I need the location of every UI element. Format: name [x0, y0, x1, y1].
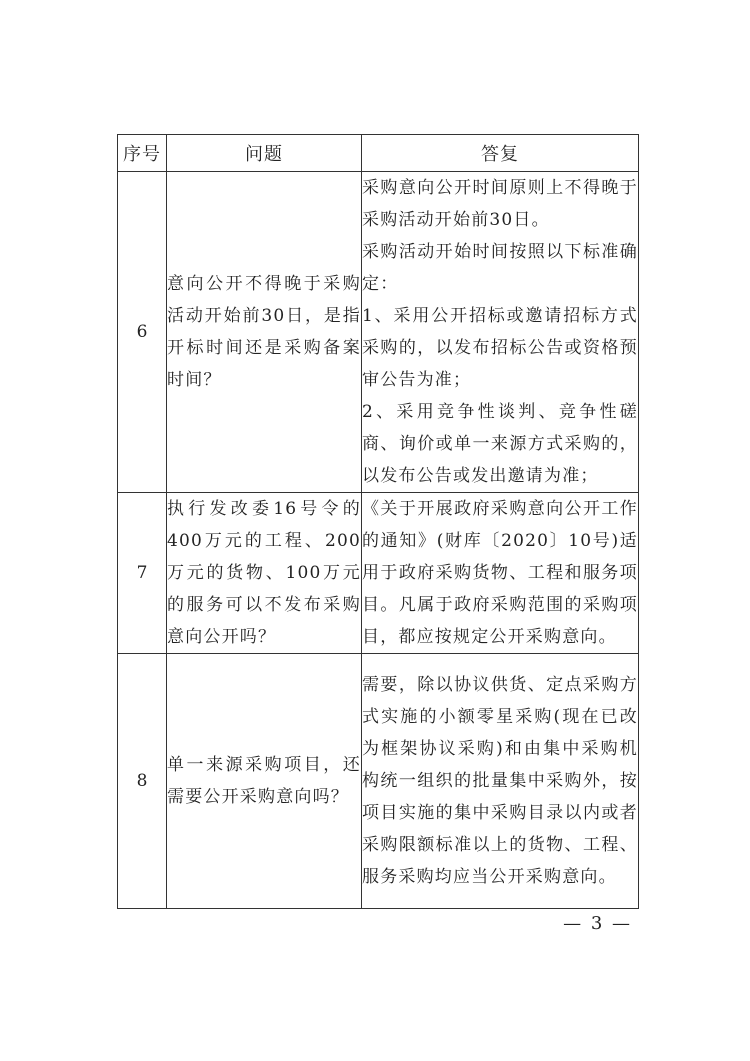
table-row — [118, 172, 639, 493]
qa-table — [117, 134, 639, 909]
row-number: 6 — [118, 172, 167, 493]
table-row — [118, 493, 639, 654]
table-row — [118, 654, 639, 909]
answer-paragraph: 《关于开展政府采购意向公开工作的通知》(财库〔2020〕10号)适用于政府采购货物、工程和服务项目。凡属于政府采购范围的采购项目，都应按规定公开采购意向。 — [362, 499, 638, 647]
answer-paragraph: 1、采用公开招标或邀请招标方式采购的，以发布招标公告或资格预审公告为准； — [362, 306, 638, 390]
table-header-row — [118, 135, 639, 172]
row-answer — [362, 493, 639, 654]
row-number: 8 — [118, 654, 167, 909]
answer-paragraph: 2、采用竞争性谈判、竞争性磋商、询价或单一来源方式采购的，以发布公告或发出邀请为准； — [362, 402, 638, 486]
row-answer — [362, 654, 639, 909]
answer-paragraph: 采购活动开始时间按照以下标准确定： — [362, 242, 638, 294]
row-number: 7 — [118, 493, 167, 654]
row-question: 意向公开不得晚于采购活动开始前30日，是指开标时间还是采购备案时间？ — [167, 172, 362, 493]
row-question: 单一来源采购项目，还需要公开采购意向吗？ — [167, 654, 362, 909]
header-answer: 答复 — [362, 135, 639, 172]
page-number-label: — 3 — — [563, 913, 632, 934]
answer-paragraph: 采购意向公开时间原则上不得晚于采购活动开始前30日。 — [362, 178, 638, 230]
row-answer — [362, 172, 639, 493]
header-number: 序号 — [118, 135, 167, 172]
answer-paragraph: 需要，除以协议供货、定点采购方式实施的小额零星采购(现在已改为框架协议采购)和由集中采购机构统一组织的批量集中采购外，按项目实施的集中采购目录以内或者采购限额标准以上的货物、工程、服务采购均应当公开采购意向。 — [362, 675, 638, 887]
row-question: 执行发改委16号令的400万元的工程、200万元的货物、100万元的服务可以不发布采购意向公开吗？ — [167, 493, 362, 654]
page-number — [0, 913, 750, 934]
header-question: 问题 — [167, 135, 362, 172]
